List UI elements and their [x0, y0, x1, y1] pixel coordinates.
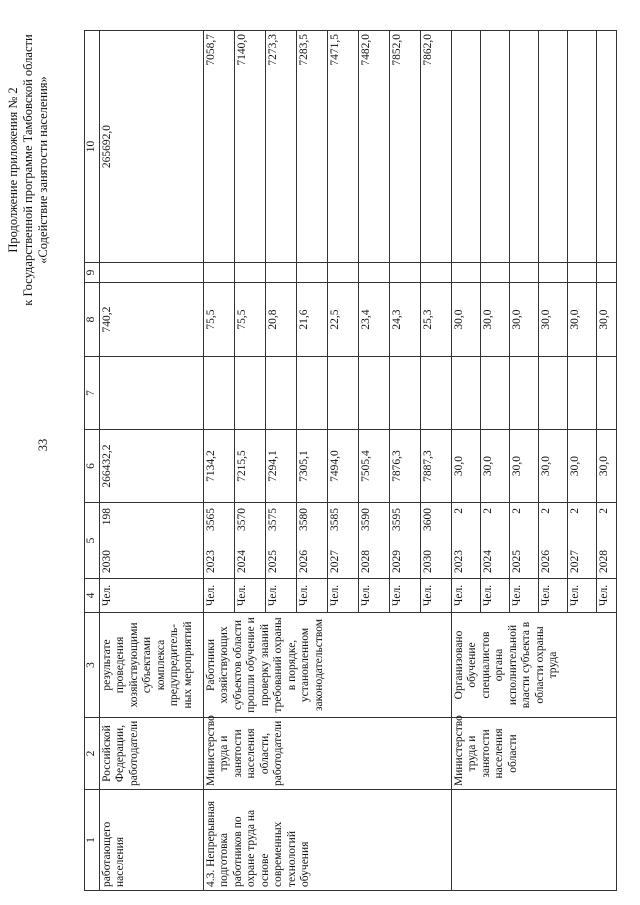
empty-cell [99, 263, 203, 283]
year-value-cell [358, 503, 389, 579]
value: 3590 [359, 508, 372, 531]
col-header-2: 2 [85, 718, 100, 790]
year-value-cell [420, 503, 451, 579]
total-cell: 266432,2 [99, 430, 203, 503]
col-header-9: 9 [85, 263, 100, 283]
unit-cell: Чел. [296, 579, 327, 613]
year-value-cell [451, 503, 480, 579]
other-cell: 7852,0 [389, 31, 420, 263]
value: 2 [510, 508, 523, 514]
total-cell: 30,0 [509, 430, 538, 503]
empty-cell [420, 357, 451, 430]
result-cell: Организовано обучение специалистов органа исполнительной власти субъекта в области охраны труда [451, 613, 616, 718]
regional-cell: 20,8 [265, 283, 296, 357]
empty-cell [265, 263, 296, 283]
total-cell: 30,0 [480, 430, 509, 503]
regional-cell: 22,5 [327, 283, 358, 357]
total-cell: 7494,0 [327, 430, 358, 503]
empty-cell [567, 263, 596, 283]
empty-cell [596, 263, 616, 283]
empty-cell [99, 357, 203, 430]
regional-cell: 30,0 [567, 283, 596, 357]
col-header-4: 4 [85, 579, 100, 613]
regional-cell: 30,0 [596, 283, 616, 357]
value: 2 [539, 508, 552, 514]
empty-cell [358, 357, 389, 430]
value: 3595 [390, 508, 403, 531]
regional-cell: 30,0 [451, 283, 480, 357]
other-cell: 7058,7 [203, 31, 234, 263]
unit-cell: Чел. [203, 579, 234, 613]
value: 198 [100, 508, 113, 526]
empty-cell [358, 263, 389, 283]
empty-cell [538, 263, 567, 283]
regional-cell: 30,0 [509, 283, 538, 357]
col-header-1: 1 [85, 790, 100, 891]
value: 3570 [235, 508, 248, 531]
empty-cell [296, 357, 327, 430]
empty-cell [265, 357, 296, 430]
program-table [84, 30, 617, 891]
empty-cell [480, 357, 509, 430]
total-cell: 7294,1 [265, 430, 296, 503]
year: 2023 [452, 550, 465, 573]
value: 3575 [266, 508, 279, 531]
regional-cell: 30,0 [538, 283, 567, 357]
value: 3565 [204, 508, 217, 531]
empty-cell [480, 31, 509, 263]
year-value-cell [509, 503, 538, 579]
year: 2028 [359, 550, 372, 573]
header-line-2: к Государственной программе Тамбовской области [21, 34, 35, 306]
unit-cell: Чел. [451, 579, 480, 613]
year-value-cell [99, 503, 203, 579]
empty-cell [451, 357, 480, 430]
year-value-cell [327, 503, 358, 579]
result-cell: результате проведения хозяйствующими субъектами комплекса предупредитель-ных мероприятий [99, 613, 203, 718]
executor-cell: Министерство труда и занятости населения области, работодатели [203, 718, 451, 790]
unit-cell: Чел. [538, 579, 567, 613]
regional-cell: 740,2 [99, 283, 203, 357]
header-line-1: Продолжение приложения № 2 [6, 87, 20, 253]
year: 2030 [100, 550, 113, 573]
year: 2027 [568, 550, 581, 573]
empty-cell [203, 263, 234, 283]
header-line-3: «Содействие занятости населения» [36, 76, 50, 264]
empty-cell [327, 263, 358, 283]
unit-cell: Чел. [596, 579, 616, 613]
total-cell: 7305,1 [296, 430, 327, 503]
empty-cell [509, 31, 538, 263]
executor-cell: Министерство труда и занятости населения области [451, 718, 616, 790]
year-value-cell [265, 503, 296, 579]
indicator-cell: работающего населения [99, 790, 203, 891]
total-cell: 7134,2 [203, 430, 234, 503]
unit-cell: Чел. [327, 579, 358, 613]
empty-cell [538, 31, 567, 263]
unit-cell: Чел. [358, 579, 389, 613]
table-row [203, 31, 234, 891]
year-value-cell [538, 503, 567, 579]
regional-cell: 23,4 [358, 283, 389, 357]
total-cell: 30,0 [596, 430, 616, 503]
regional-cell: 75,5 [203, 283, 234, 357]
unit-cell: Чел. [480, 579, 509, 613]
unit-cell: Чел. [234, 579, 265, 613]
empty-cell [234, 357, 265, 430]
other-cell: 7273,3 [265, 31, 296, 263]
year-value-cell [234, 503, 265, 579]
empty-cell [509, 263, 538, 283]
other-cell: 7862,0 [420, 31, 451, 263]
col-header-6: 6 [85, 430, 100, 503]
total-cell: 7887,3 [420, 430, 451, 503]
empty-cell [451, 263, 480, 283]
empty-event-cell [451, 790, 616, 891]
total-cell: 7215,5 [234, 430, 265, 503]
year-value-cell [567, 503, 596, 579]
value: 2 [597, 508, 610, 514]
value: 3600 [421, 508, 434, 531]
empty-cell [234, 263, 265, 283]
unit-cell: Чел. [265, 579, 296, 613]
column-number-row [85, 31, 100, 891]
col-header-8: 8 [85, 283, 100, 357]
value: 2 [481, 508, 494, 514]
empty-cell [538, 357, 567, 430]
table-row [99, 31, 203, 891]
total-cell: 30,0 [451, 430, 480, 503]
year-value-cell [596, 503, 616, 579]
year: 2026 [539, 550, 552, 573]
result-cell: Работники хозяйствующих субъектов области прошли обучение и проверку знаний требований охраны в порядке, установленном законодательством [203, 613, 451, 718]
empty-cell [509, 357, 538, 430]
year: 2023 [204, 550, 217, 573]
year-value-cell [480, 503, 509, 579]
empty-cell [567, 357, 596, 430]
empty-cell [389, 357, 420, 430]
total-cell: 30,0 [567, 430, 596, 503]
year: 2025 [266, 550, 279, 573]
year: 2024 [481, 550, 494, 573]
empty-cell [480, 263, 509, 283]
col-header-3: 3 [85, 613, 100, 718]
year-value-cell [389, 503, 420, 579]
year: 2026 [297, 550, 310, 573]
other-cell: 7283,5 [296, 31, 327, 263]
year: 2030 [421, 550, 434, 573]
total-cell: 7876,3 [389, 430, 420, 503]
value: 2 [452, 508, 465, 514]
year: 2025 [510, 550, 523, 573]
other-cell: 265692,0 [99, 31, 203, 263]
empty-cell [596, 357, 616, 430]
regional-cell: 75,5 [234, 283, 265, 357]
total-cell: 7505,4 [358, 430, 389, 503]
other-cell: 7140,0 [234, 31, 265, 263]
executor-cell: Российской Федерации, работодатели [99, 718, 203, 790]
page-number: 33 [36, 438, 50, 452]
event-name-cell: 4.3. Непрерывная подготовка работников по охране труда на основе современных технологий обучения [203, 790, 451, 891]
empty-cell [596, 31, 616, 263]
year-value-cell [203, 503, 234, 579]
other-cell: 7471,5 [327, 31, 358, 263]
unit-cell: Чел. [99, 579, 203, 613]
empty-cell [203, 357, 234, 430]
col-header-5: 5 [85, 503, 100, 579]
regional-cell: 24,3 [389, 283, 420, 357]
col-header-7: 7 [85, 357, 100, 430]
empty-cell [420, 263, 451, 283]
empty-cell [451, 31, 480, 263]
empty-cell [567, 31, 596, 263]
year: 2027 [328, 550, 341, 573]
year: 2024 [235, 550, 248, 573]
regional-cell: 30,0 [480, 283, 509, 357]
appendix-header [6, 15, 51, 325]
empty-cell [327, 357, 358, 430]
other-cell: 7482,0 [358, 31, 389, 263]
year: 2029 [390, 550, 403, 573]
regional-cell: 25,3 [420, 283, 451, 357]
value: 3580 [297, 508, 310, 531]
value: 2 [568, 508, 581, 514]
total-cell: 30,0 [538, 430, 567, 503]
unit-cell: Чел. [567, 579, 596, 613]
value: 3585 [328, 508, 341, 531]
col-header-10: 10 [85, 31, 100, 263]
empty-cell [389, 263, 420, 283]
unit-cell: Чел. [509, 579, 538, 613]
year-value-cell [296, 503, 327, 579]
empty-cell [296, 263, 327, 283]
year: 2028 [597, 550, 610, 573]
unit-cell: Чел. [420, 579, 451, 613]
table-row [451, 31, 480, 891]
unit-cell: Чел. [389, 579, 420, 613]
regional-cell: 21,6 [296, 283, 327, 357]
